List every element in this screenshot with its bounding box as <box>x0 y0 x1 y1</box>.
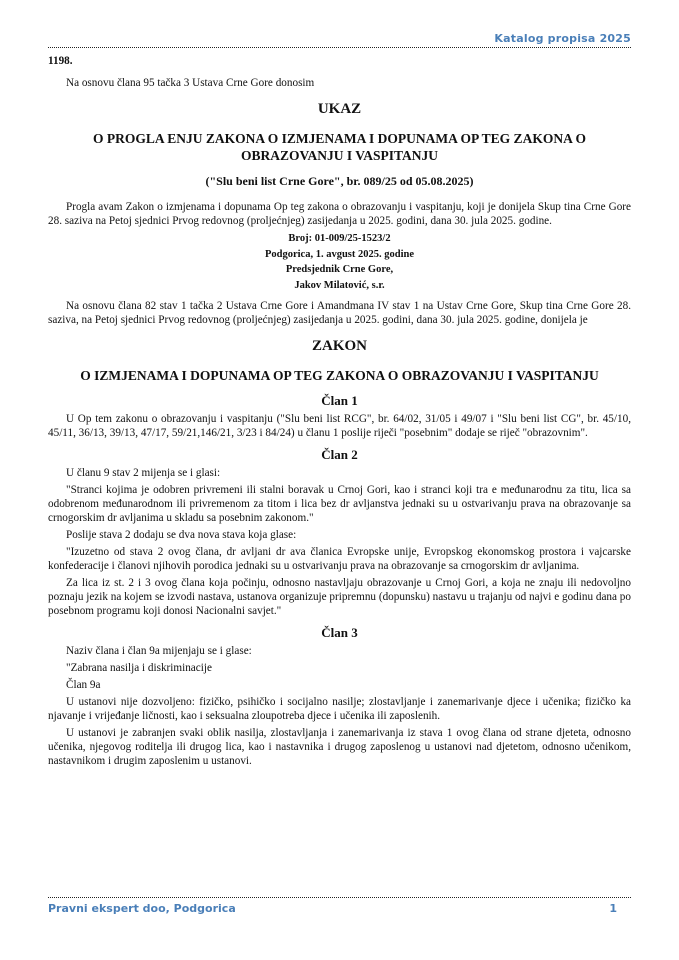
page-number: 1 <box>609 902 617 915</box>
article-2-paragraph: Poslije stava 2 dodaju se dva nova stava koja glase: <box>66 529 297 541</box>
president-title: Predsjednik Crne Gore, <box>285 264 394 275</box>
document-number: 1198. <box>48 55 73 67</box>
article-2-paragraph: Za lica iz st. 2 i 3 ovog člana koja počinju, odnosno nastavljaju obrazovanje u Crnoj Gori, a koja ne znaju ili nedovoljno poznaju jezik na kojem se izvodi nastava, ustanova organizuje pripremnu (dopunsku) nastavu u trajanju od najvi e godinu dana po posebnom programu koji donosi Nacionalni savjet." <box>48 577 631 617</box>
ukaz-intro: Na osnovu člana 95 tačka 3 Ustava Crne Gore donosim <box>66 77 315 89</box>
article-3-paragraph: "Zabrana nasilja i diskriminacije <box>66 662 212 674</box>
legal-basis-paragraph: Na osnovu člana 82 stav 1 tačka 2 Ustava Crne Gore i Amandmana IV stav 1 na Ustav Crne Gore, Skup tina Crne Gore 28. saziva, na Petoj sjednici Prvog redovnog (proljećnjeg) zasijedanja u 2025. godini, dana 30. jula 2025. godine, donijela je <box>48 300 631 326</box>
article-3-paragraph: Naziv člana i član 9a mijenjaju se i glase: <box>66 645 252 657</box>
proclamation-paragraph: Progla avam Zakon o izmjenama i dopunama Op teg zakona o obrazovanju i vaspitanju, koji je donijela Skup tina Crne Gore 28. saziva na Petoj sjednici Prvog redovnog (proljećnjeg) zasijedanja u 2025. godini, dana 30. jula 2025. godine. <box>48 201 631 227</box>
running-footer <box>48 902 631 915</box>
article-3-title: Član 3 <box>321 625 358 640</box>
ukaz-title: O PROGLA ENJU ZAKONA O IZMJENAMA I DOPUNAMA OP TEG ZAKONA O OBRAZOVANJU I VASPITANJU <box>93 131 586 163</box>
ukaz-heading: UKAZ <box>317 101 362 117</box>
zakon-title: O IZMJENAMA I DOPUNAMA OP TEG ZAKONA O OBRAZOVANJU I VASPITANJU <box>80 368 599 383</box>
broj-line: Broj: 01-009/25-1523/2 <box>288 233 391 244</box>
place-date-line: Podgorica, 1. avgust 2025. godine <box>264 248 415 260</box>
gazette-reference: ("Slu beni list Crne Gore", br. 089/25 od 05.08.2025) <box>205 174 474 188</box>
president-name: Jakov Milatović, s.r. <box>294 279 385 291</box>
signature-block <box>48 231 631 293</box>
document-body <box>48 54 631 771</box>
article-1-paragraph: U Op tem zakonu o obrazovanju i vaspitanju ("Slu beni list RCG", br. 64/02, 31/05 i 49/07 i "Slu beni list CG", br. 45/10, 45/11, 36/13, 39/13, 47/17, 59/21,146/21, 3/23 i 84/24) u članu 1 poslije riječi "posebnim" dodaje se riječ "obrazovnim". <box>48 413 631 439</box>
zakon-heading: ZAKON <box>311 338 367 354</box>
article-3-paragraph: Član 9a <box>66 679 101 691</box>
article-1-title: Član 1 <box>321 393 358 408</box>
footer-divider <box>48 897 631 898</box>
running-header: Katalog propisa 2025 <box>494 32 631 45</box>
header-divider <box>48 47 631 48</box>
article-2-paragraph: U članu 9 stav 2 mijenja se i glasi: <box>66 467 221 479</box>
article-2-paragraph: "Izuzetno od stava 2 ovog člana, dr avljani dr ava članica Evropske unije, Evropskog ekonomskog prostora i vajcarske konfederacije i članovi njihovih porodica jednaki su u ostvarivanju prava na obrazovanje sa crnogorskim dr avljanima. <box>48 546 631 572</box>
article-3-paragraph: U ustanovi nije dozvoljeno: fizičko, psihičko i socijalno nasilje; zlostavljanje i zanemarivanje djece i učenika; fizičko ka njavanje i vrijeđanje ličnosti, kao i seksualna zloupotreba djece i učenika ili zaposlenih. <box>48 696 631 722</box>
article-2-title: Član 2 <box>321 447 358 462</box>
article-3-paragraph: U ustanovi je zabranjen svaki oblik nasilja, zlostavljanja i zanemarivanja iz stava 1 ovog člana od strane djeteta, odnosno učenika, njegovog roditelja ili drugog lica, kao i nastavnika i drugog zaposlenog u ustanovi nad djetetom, odnosno učenikom, nastavnikom i drugim zaposlenim u ustanovi. <box>48 727 631 767</box>
article-2-paragraph: "Stranci kojima je odobren privremeni ili stalni boravak u Crnoj Gori, kao i stranci koji tra e međunarodnu za titu, lica sa odobrenom međunarodnom ili privremenom za titom i lica bez dr avljanstva jednaki su u ostvarivanju prava na obrazovanje sa crnogorskim dr avljanima u skladu sa posebnim zakonom." <box>48 484 631 524</box>
publisher-name: Pravni ekspert doo, Podgorica <box>48 902 236 915</box>
